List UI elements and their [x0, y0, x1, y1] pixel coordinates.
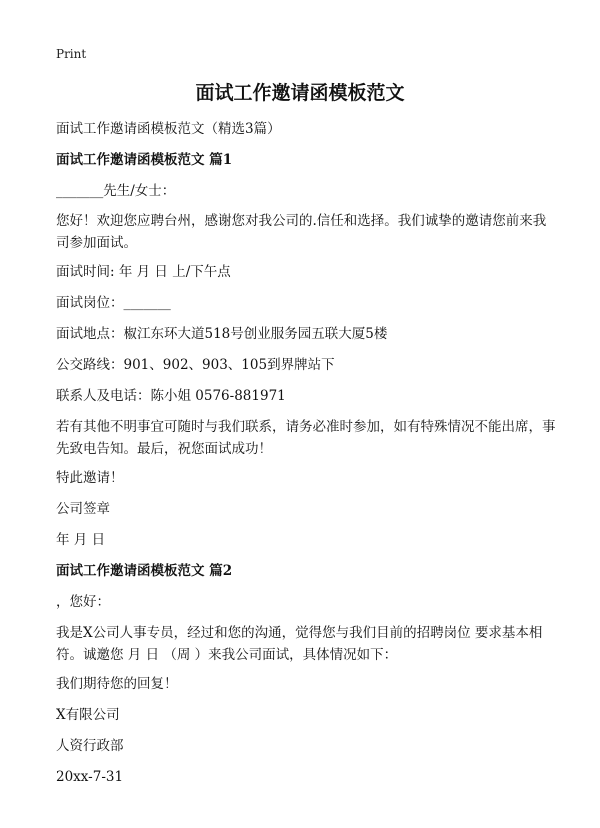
- section-1-interview-location: 面试地点：椒江东环大道518号创业服务园五联大厦5楼: [56, 326, 388, 342]
- section-1-interview-time: 面试时间: 年 月 日 上/下午点: [56, 264, 231, 280]
- document-subtitle: 面试工作邀请函模板范文（精选3篇）: [56, 121, 281, 137]
- section-1-heading: 面试工作邀请函模板范文 篇1: [56, 152, 233, 168]
- section-1-contact: 联系人及电话：陈小姐 0576-881971: [56, 388, 286, 404]
- section-1-notice-paragraph: 若有其他不明事宜可随时与我们联系，请务必准时参加，如有特殊情况不能出席，事先致电告知。最后，祝您面试成功！: [56, 419, 556, 457]
- print-link[interactable]: Print: [56, 47, 87, 61]
- section-1-company-seal: 公司签章: [56, 501, 110, 517]
- section-1-salutation: _______先生/女士：: [56, 183, 176, 199]
- section-1-greeting-paragraph: 您好！欢迎您应聘台州，感谢您对我公司的.信任和选择。我们诚挚的邀请您前来我司参加面试。: [56, 213, 547, 251]
- section-2-department: 人资行政部: [56, 738, 124, 754]
- document-title: 面试工作邀请函模板范文: [195, 82, 405, 104]
- section-2-company: X有限公司: [56, 707, 120, 723]
- section-2-heading: 面试工作邀请函模板范文 篇2: [56, 563, 233, 579]
- section-2-body-paragraph: 我是X公司人事专员，经过和您的沟通，觉得您与我们目前的招聘岗位 要求基本相符。诚邀您 月 日 （周 ）来我公司面试，具体情况如下：: [56, 625, 543, 663]
- section-2-salutation: ，您好：: [56, 594, 110, 610]
- section-2-date: 20xx-7-31: [56, 769, 124, 785]
- section-1-date-line: 年 月 日: [56, 532, 106, 548]
- section-1-closing: 特此邀请！: [56, 470, 124, 486]
- section-2-closing: 我们期待您的回复！: [56, 676, 178, 692]
- section-1-bus-route: 公交路线：901、902、903、105到界牌站下: [56, 357, 335, 373]
- section-1-interview-position: 面试岗位：_______: [56, 295, 171, 311]
